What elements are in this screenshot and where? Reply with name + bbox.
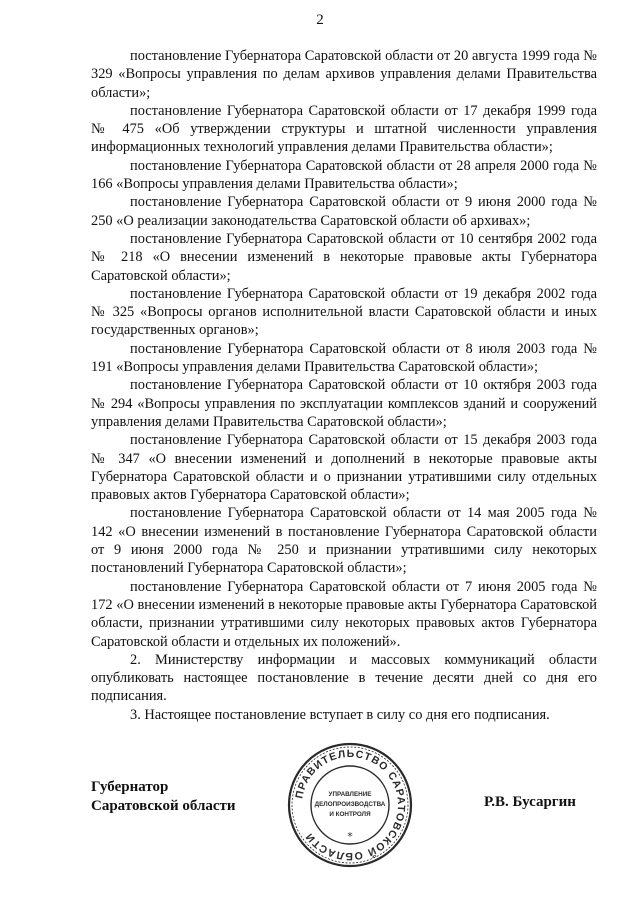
paragraph: постановление Губернатора Саратовской области от 17 декабря 1999 года № 475 «Об утверждении структуры и штатной численности управления информационных технологий управления делами Правительства области»;	[91, 102, 597, 156]
paragraph: 3. Настоящее постановление вступает в силу со дня его подписания.	[130, 706, 550, 723]
seal-line1: УПРАВЛЕНИЕ	[328, 791, 372, 798]
document-body	[91, 47, 597, 724]
paragraph: постановление Губернатора Саратовской области от 10 сентября 2002 года № 218 «О внесении изменений в некоторые правовые акты Губернатора Саратовской области»;	[91, 230, 597, 284]
seal-ring-text: ПРАВИТЕЛЬСТВО САРАТОВСКОЙ ОБЛАСТИ	[293, 747, 408, 863]
signatory-name: Р.В. Бусаргин	[484, 794, 576, 810]
signatory-title-line2: Саратовской области	[91, 798, 236, 814]
paragraph: постановление Губернатора Саратовской области от 20 августа 1999 года № 329 «Вопросы управления по делам архивов управления делами Правительства области»;	[91, 48, 597, 101]
page-number: 2	[316, 12, 324, 28]
seal-line2: ДЕЛОПРОИЗВОДСТВА	[314, 801, 386, 808]
paragraph: 2. Министерству информации и массовых коммуникаций области опубликовать настоящее постановление в течение десяти дней со дня его подписания.	[91, 651, 597, 705]
paragraph: постановление Губернатора Саратовской области от 15 декабря 2003 года № 347 «О внесении изменений и дополнений в некоторые правовые акты Губернатора Саратовской области и о признании утратившими силу отдельных правовых актов Губернатора Саратовской области»;	[91, 432, 597, 504]
paragraph: постановление Губернатора Саратовской области от 19 декабря 2002 года № 325 «Вопросы органов исполнительной власти Саратовской области и иных государственных органов»;	[91, 285, 597, 339]
paragraph: постановление Губернатора Саратовской области от 9 июня 2000 года № 250 «О реализации законодательства Саратовской области об архивах»;	[91, 194, 597, 229]
seal-graphic	[287, 742, 413, 868]
signatory-title-line1: Губернатор	[91, 779, 169, 795]
seal-star-icon: *	[347, 830, 353, 843]
paragraph: постановление Губернатора Саратовской области от 14 мая 2005 года № 142 «О внесении изменений в постановление Губернатора Саратовской области от 9 июня 2000 года № 250 и признании утратившими силу некоторых постановлений Губернатора Саратовской области»;	[91, 505, 597, 577]
official-seal	[287, 742, 413, 868]
paragraph: постановление Губернатора Саратовской области от 8 июля 2003 года № 191 «Вопросы управления делами Правительства Саратовской области»;	[91, 340, 597, 376]
paragraph: постановление Губернатора Саратовской области от 7 июня 2005 года № 172 «О внесении изменений в некоторые правовые акты Губернатора Саратовской области, признании утратившими силу некоторых правовых актов Губернатора Саратовской области и отдельных их положений».	[91, 578, 597, 650]
seal-line3: И КОНТРОЛЯ	[329, 811, 371, 818]
paragraph: постановление Губернатора Саратовской области от 10 октября 2003 года № 294 «Вопросы управления по эксплуатации комплексов зданий и сооружений управления делами Правительства Саратовской области»;	[91, 377, 597, 430]
signatory-title	[91, 778, 236, 816]
paragraph: постановление Губернатора Саратовской области от 28 апреля 2000 года № 166 «Вопросы управления делами Правительства области»;	[91, 157, 597, 193]
